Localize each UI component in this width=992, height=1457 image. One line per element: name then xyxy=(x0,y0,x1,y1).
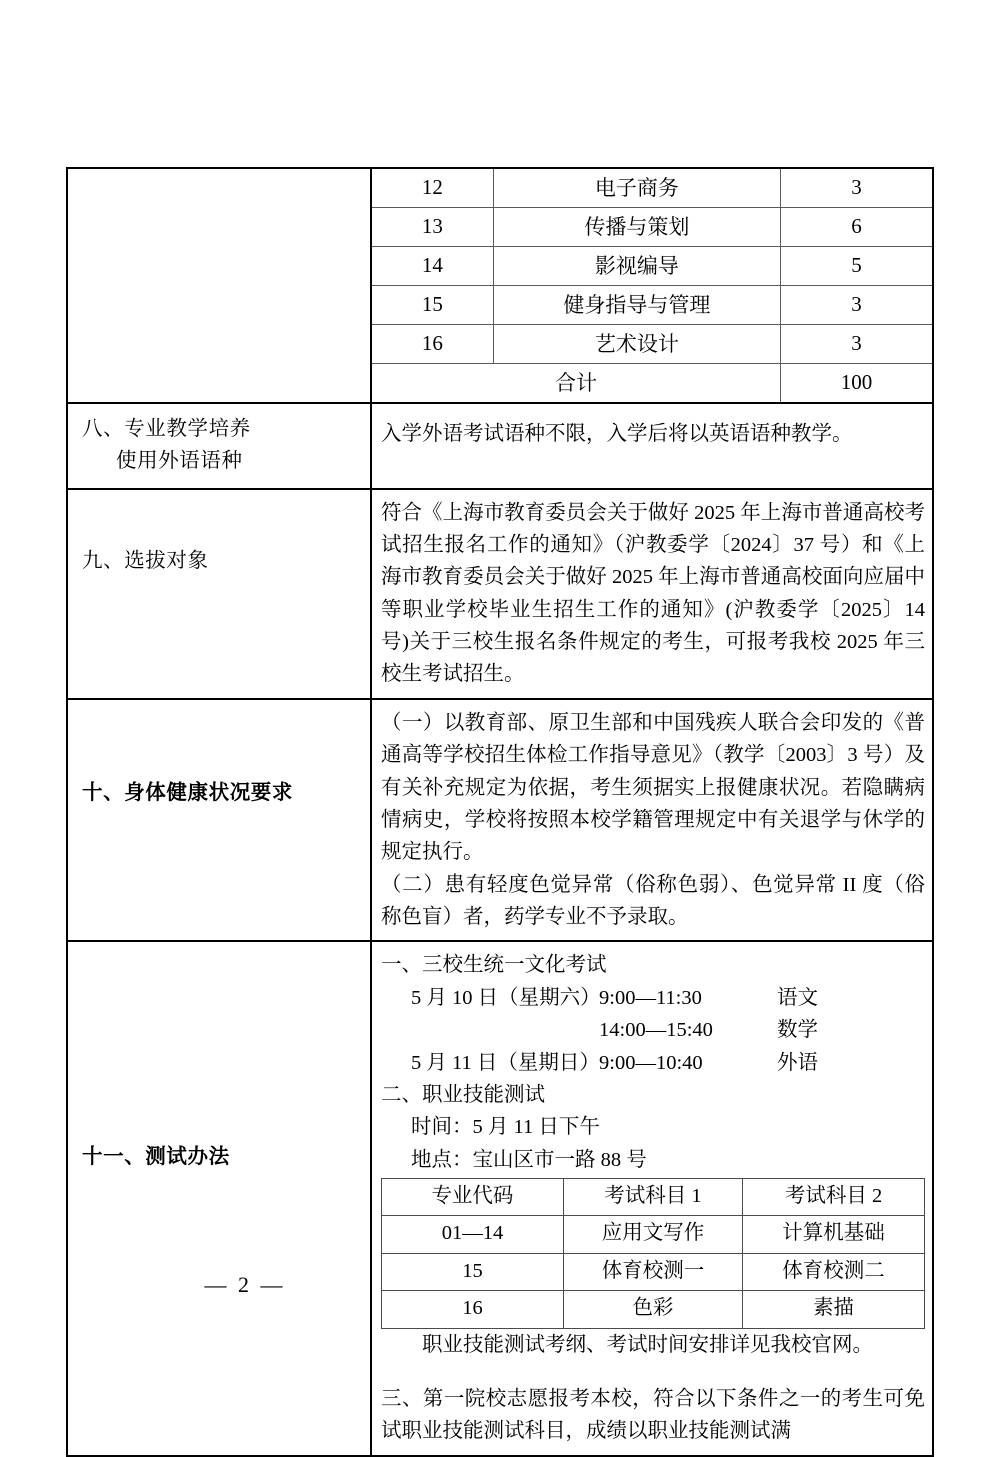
section-9-body-cell xyxy=(371,489,933,699)
table-row-section-10 xyxy=(67,699,933,942)
section-8-label-line1: 八、专业教学培养 xyxy=(82,418,251,440)
section-11-heading-3: 三、第一院校志愿报考本校，符合以下条件之一的考生可免试职业技能测试科目，成绩以职业技能测试满 xyxy=(381,1387,925,1443)
section-10-label: 十、身体健康状况要求 xyxy=(82,781,293,804)
majors-quota-table xyxy=(372,169,932,402)
section-10-body-cell xyxy=(371,699,933,942)
table-row xyxy=(372,208,932,247)
schedule-subject: 数学 xyxy=(777,1019,818,1042)
exam-header-subject-1: 考试科目 1 xyxy=(563,1179,742,1216)
major-quota: 3 xyxy=(780,169,932,208)
admission-info-table xyxy=(66,167,934,1457)
major-name: 电子商务 xyxy=(493,169,780,208)
major-name: 艺术设计 xyxy=(493,325,780,364)
major-no: 12 xyxy=(372,169,493,208)
exam-subject-1: 应用文写作 xyxy=(563,1216,742,1253)
schedule-time: 9:00—11:30 xyxy=(599,986,702,1009)
exam-subject-table xyxy=(381,1178,925,1329)
section-8-label-line2: 使用外语语种 xyxy=(116,449,243,472)
exam-header-subject-2: 考试科目 2 xyxy=(743,1179,925,1216)
exam-subject-1: 色彩 xyxy=(563,1291,742,1328)
exam-header-code: 专业代码 xyxy=(382,1179,564,1216)
table-header-row xyxy=(382,1179,925,1216)
section-10-para-1: （一）以教育部、原卫生部和中国残疾人联合会印发的《普通高等学校招生体检工作指导意见》（教学〔2003〕3 号）及有关补充规定为依据，考生须据实上报健康状况。若隐瞒病情病史，学校将按照本校学籍管理规定中有关退学与休学的规定执行。 xyxy=(381,711,925,864)
schedule-date: 5 月 11 日（星期日） xyxy=(411,1051,600,1074)
majors-total-label: 合计 xyxy=(372,364,780,403)
section-11-note: 职业技能测试考纲、考试时间安排详见我校官网。 xyxy=(422,1333,873,1356)
section-11-heading-2: 二、职业技能测试 xyxy=(381,1083,545,1106)
schedule-date xyxy=(381,1014,599,1046)
section-8-label xyxy=(68,404,370,488)
schedule-time: 9:00—10:40 xyxy=(599,1051,703,1074)
majors-empty-label-cell xyxy=(67,168,371,403)
section-10-body xyxy=(372,700,932,941)
section-8-body-cell xyxy=(371,403,933,489)
majors-table-cell xyxy=(371,168,933,403)
table-row-section-11 xyxy=(67,941,933,1455)
schedule-row xyxy=(381,1047,925,1079)
schedule-subject: 语文 xyxy=(777,986,818,1009)
table-row-section-9 xyxy=(67,489,933,699)
section-10-para-2: （二）患有轻度色觉异常（俗称色弱）、色觉异常 II 度（俗称色盲）者，药学专业不予录取。 xyxy=(381,873,925,929)
table-row xyxy=(372,325,932,364)
table-row xyxy=(372,247,932,286)
exam-major-code: 01—14 xyxy=(382,1216,564,1253)
exam-subject-2: 素描 xyxy=(743,1291,925,1328)
major-no: 14 xyxy=(372,247,493,286)
major-name: 健身指导与管理 xyxy=(493,286,780,325)
major-name: 传播与策划 xyxy=(493,208,780,247)
major-no: 13 xyxy=(372,208,493,247)
schedule-row xyxy=(381,982,925,1014)
section-8-label-cell xyxy=(67,403,371,489)
major-name: 影视编导 xyxy=(493,247,780,286)
section-11-heading-1: 一、三校生统一文化考试 xyxy=(381,954,607,977)
schedule-time: 14:00—15:40 xyxy=(599,1019,713,1042)
exam-subject-1: 体育校测一 xyxy=(563,1253,742,1290)
section-11-label-cell xyxy=(67,941,371,1455)
schedule-date: 5 月 10 日（星期六） xyxy=(411,986,601,1009)
section-11-label: 十一、测试办法 xyxy=(82,1146,230,1169)
exam-subject-2: 体育校测二 xyxy=(743,1253,925,1290)
schedule-subject: 外语 xyxy=(777,1051,818,1074)
spacer xyxy=(381,1361,925,1383)
exam-major-code: 16 xyxy=(382,1291,564,1328)
table-row xyxy=(372,169,932,208)
major-quota: 5 xyxy=(780,247,932,286)
section-11-place-label: 地点：宝山区市一路 88 号 xyxy=(411,1148,647,1171)
section-11-body xyxy=(372,942,932,1454)
section-11-time-label: 时间：5 月 11 日下午 xyxy=(411,1116,600,1139)
section-9-label: 九、选拔对象 xyxy=(82,549,209,572)
major-no: 15 xyxy=(372,286,493,325)
schedule-row xyxy=(381,1014,925,1046)
table-row xyxy=(372,286,932,325)
major-quota: 3 xyxy=(780,325,932,364)
major-quota: 6 xyxy=(780,208,932,247)
section-10-label-cell xyxy=(67,699,371,942)
section-11-body-cell xyxy=(371,941,933,1455)
table-row-majors-continuation xyxy=(67,168,933,403)
exam-subject-2: 计算机基础 xyxy=(743,1216,925,1253)
table-row xyxy=(382,1216,925,1253)
table-row-total xyxy=(372,364,932,403)
section-8-body: 入学外语考试语种不限，入学后将以英语语种教学。 xyxy=(381,423,853,445)
major-quota: 3 xyxy=(780,286,932,325)
section-9-body: 符合《上海市教育委员会关于做好 2025 年上海市普通高校考试招生报名工作的通知》（沪教委学〔2024〕37 号）和《上海市教育委员会关于做好 2025 年上海市普通高校面向应届中等职业学校毕业生招生工作的通知》(沪教委学〔2025〕14 号)关于三校生报名条件规定的考生，可报考我校 2025 年三校生考试招生。 xyxy=(381,501,925,686)
page-footer: — 2 — xyxy=(204,1272,286,1297)
major-no: 16 xyxy=(372,325,493,364)
table-row-section-8 xyxy=(67,403,933,489)
exam-major-code: 15 xyxy=(382,1253,564,1290)
section-9-label-cell xyxy=(67,489,371,699)
majors-total-value: 100 xyxy=(780,364,932,403)
